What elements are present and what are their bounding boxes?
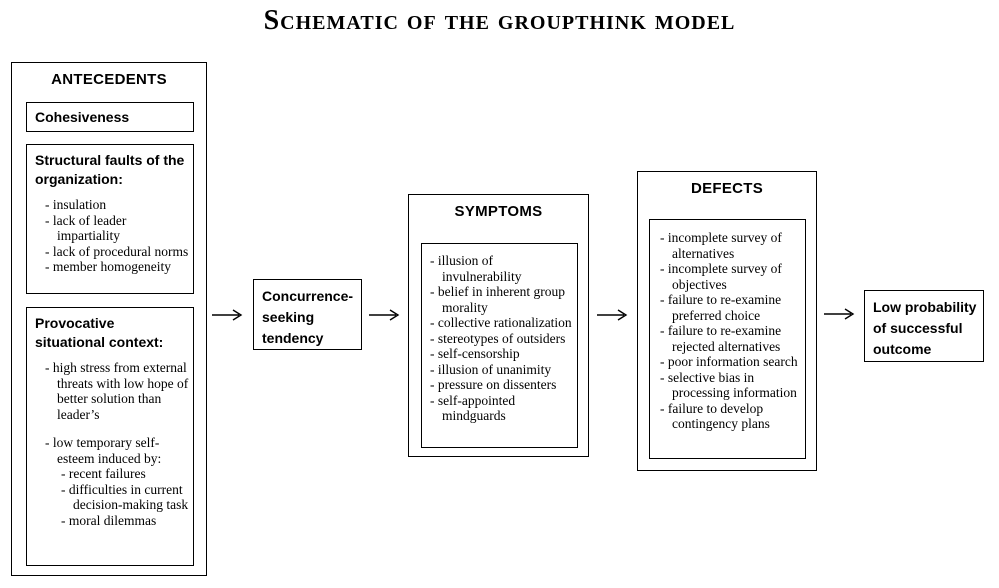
list-item: - belief in inherent group morality <box>430 284 565 315</box>
flow-arrow-icon <box>597 308 629 322</box>
list-item: - recent failures <box>61 466 146 481</box>
flow-arrow-icon <box>824 307 856 321</box>
symptoms-list-box <box>421 243 578 448</box>
list-item: - stereotypes of outsiders <box>430 330 566 346</box>
list-item: - member homogeneity <box>45 259 171 274</box>
list-item: - pressure on dissenters <box>430 377 557 392</box>
cohesiveness-box <box>26 102 194 132</box>
outcome-box <box>864 290 984 362</box>
list-item: - failure to re-examine preferred choice <box>660 292 782 323</box>
list-item: - difficulties in current decision-making task <box>61 481 189 512</box>
symptoms-box <box>408 194 589 457</box>
list-item: - failure to develop contingency plans <box>660 400 770 431</box>
structural-faults-box <box>26 144 194 294</box>
list-item: - incomplete survey of alternatives <box>660 230 782 261</box>
defects-header: DEFECTS <box>690 180 764 197</box>
structural-faults-list <box>27 189 193 275</box>
list-item: - self-censorship <box>430 346 520 361</box>
provocative-context-header: Provocative situational context: <box>35 315 164 350</box>
list-item: - selective bias in processing information <box>660 369 797 400</box>
list-item: - lack of leader impartiality <box>45 212 127 243</box>
list-item: - high stress from external threats with low hope of better solution than leader’s <box>45 360 189 422</box>
provocative-context-list <box>27 352 193 528</box>
list-item: - illusion of unanimity <box>430 361 552 377</box>
list-item: - lack of procedural norms <box>45 243 189 259</box>
defects-box <box>637 171 817 471</box>
antecedents-header: ANTECEDENTS <box>51 71 167 88</box>
cohesiveness-label: Cohesiveness <box>35 109 130 125</box>
list-item: - incomplete survey of objectives <box>660 261 782 292</box>
defects-list-box <box>649 219 806 459</box>
list-item: - moral dilemmas <box>61 512 157 528</box>
list-item: - poor information search <box>660 354 798 369</box>
concurrence-seeking-label: Concurrence-seeking tendency <box>262 288 354 346</box>
diagram-title: Schematic of the groupthink model <box>263 5 736 36</box>
concurrence-seeking-box <box>253 279 362 350</box>
structural-faults-header: Structural faults of the organization: <box>35 152 185 187</box>
provocative-context-box <box>26 307 194 566</box>
flow-arrow-icon <box>212 308 244 322</box>
list-item: - collective rationalization <box>430 315 572 330</box>
provocative-context-sublist <box>45 466 189 528</box>
list-item: - low temporary self-esteem induced by: <box>45 435 162 466</box>
antecedents-box <box>11 62 207 576</box>
symptoms-header: SYMPTOMS <box>454 203 543 220</box>
flow-arrow-icon <box>369 308 401 322</box>
outcome-label: Low probability of successful outcome <box>873 299 977 357</box>
list-item: - failure to re-examine rejected alternatives <box>660 323 782 354</box>
list-item: - insulation <box>45 197 107 212</box>
list-item: - self-appointed mindguards <box>430 392 516 423</box>
list-item: - illusion of invulnerability <box>430 253 522 284</box>
